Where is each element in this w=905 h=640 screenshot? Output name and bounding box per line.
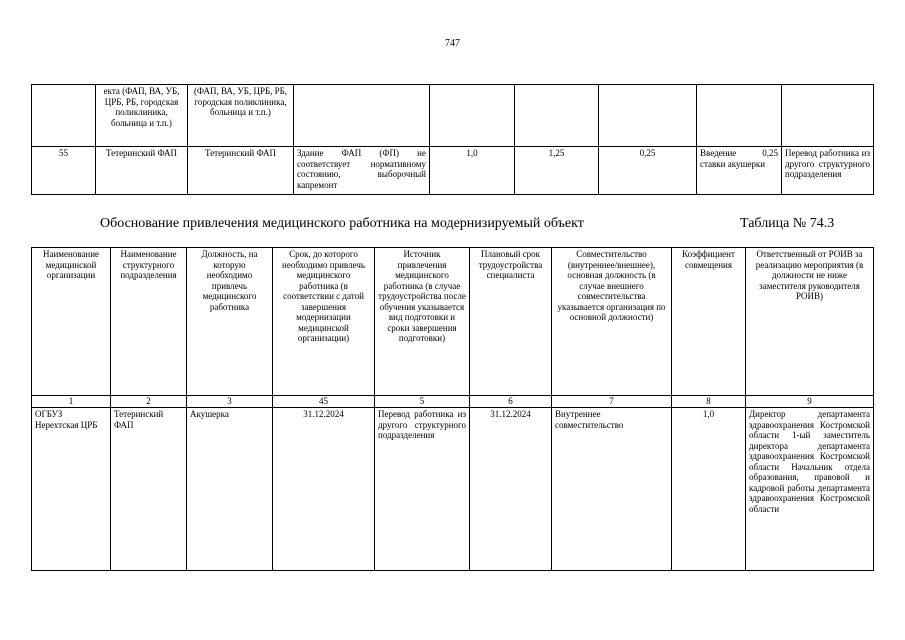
cell xyxy=(430,85,515,147)
cell: Перевод работника из другого структурного подразделения xyxy=(782,147,874,195)
cell: ОГБУЗ Нерехтская ЦРБ xyxy=(32,408,111,571)
column-header: Наименование структурного подразделения xyxy=(111,248,187,396)
column-header: Ответственный от РОИВ за реализацию мероприятия (в должности не ниже заместителя руководителя РОИВ) xyxy=(746,248,874,396)
column-number: 8 xyxy=(672,396,746,408)
column-number: 1 xyxy=(32,396,111,408)
page-number: 747 xyxy=(445,38,460,49)
cell: 1,0 xyxy=(430,147,515,195)
cell: Тетеринский ФАП xyxy=(111,408,187,571)
cell: 31.12.2024 xyxy=(273,408,375,571)
table-caption: Обоснование привлечения медицинского работника на модернизируемый объект xyxy=(100,216,584,231)
column-header: Должность, на которую необходимо привлечь медицинского работника xyxy=(187,248,273,396)
cell: Введение 0,25 ставки акушерки xyxy=(697,147,782,195)
table-row xyxy=(32,147,874,195)
column-header: Коэффициент совмещения xyxy=(672,248,746,396)
cell: 1,25 xyxy=(515,147,599,195)
cell xyxy=(32,85,96,147)
cell: 1,0 xyxy=(672,408,746,571)
column-header: Совместительство (внутреннее/внешнее), основная должность (в случае внешнего совместительства указывается организация по основной должности) xyxy=(552,248,672,396)
cell xyxy=(515,85,599,147)
cell: Акушерка xyxy=(187,408,273,571)
column-number: 9 xyxy=(746,396,874,408)
cell: 31.12.2024 xyxy=(470,408,552,571)
column-header: Срок, до которого необходимо привлечь медицинского работника (в соответствии с датой завершения модернизации медицинской организации) xyxy=(273,248,375,396)
column-number: 6 xyxy=(470,396,552,408)
cell: 55 xyxy=(32,147,96,195)
cell xyxy=(697,85,782,147)
cell xyxy=(294,85,430,147)
table-number: Таблица № 74.3 xyxy=(740,216,835,231)
column-number: 2 xyxy=(111,396,187,408)
column-number: 3 xyxy=(187,396,273,408)
table-row xyxy=(32,85,874,147)
column-number-row xyxy=(32,396,874,408)
column-number: 7 xyxy=(552,396,672,408)
cell xyxy=(782,85,874,147)
column-number: 5 xyxy=(375,396,470,408)
cell: 0,25 xyxy=(599,147,697,195)
top-table xyxy=(31,84,874,195)
main-table xyxy=(31,247,874,571)
column-header: Наименование медицинской организации xyxy=(32,248,111,396)
cell: (ФАП, ВА, УБ, ЦРБ, РБ, городская поликлиника, больница и т.п.) xyxy=(188,85,294,147)
cell: Тетеринский ФАП xyxy=(188,147,294,195)
cell: Директор департамента здравоохранения Костромской области 1-ый заместитель директора департамента здравоохранения Костромской области Начальник отдела образования, правовой и кадровой работы департамента здравоохранения Костромской области xyxy=(746,408,874,571)
cell: Тетеринский ФАП xyxy=(96,147,188,195)
cell xyxy=(599,85,697,147)
table-row xyxy=(32,408,874,571)
cell: екта (ФАП, ВА, УБ, ЦРБ, РБ, городская поликлиника, больница и т.п.) xyxy=(96,85,188,147)
column-header: Источник привлечения медицинского работника (в случае трудоустройства после обучения указывается вид подготовки и сроки завершения подготовки) xyxy=(375,248,470,396)
header-row xyxy=(32,248,874,396)
column-header: Плановый срок трудоустройства специалиста xyxy=(470,248,552,396)
cell: Перевод работника из другого структурного подразделения xyxy=(375,408,470,571)
cell: Внутреннее совместительство xyxy=(552,408,672,571)
column-number: 45 xyxy=(273,396,375,408)
cell: Здание ФАП (ФП) не соответствует нормативному состоянию, выборочный капремонт xyxy=(294,147,430,195)
